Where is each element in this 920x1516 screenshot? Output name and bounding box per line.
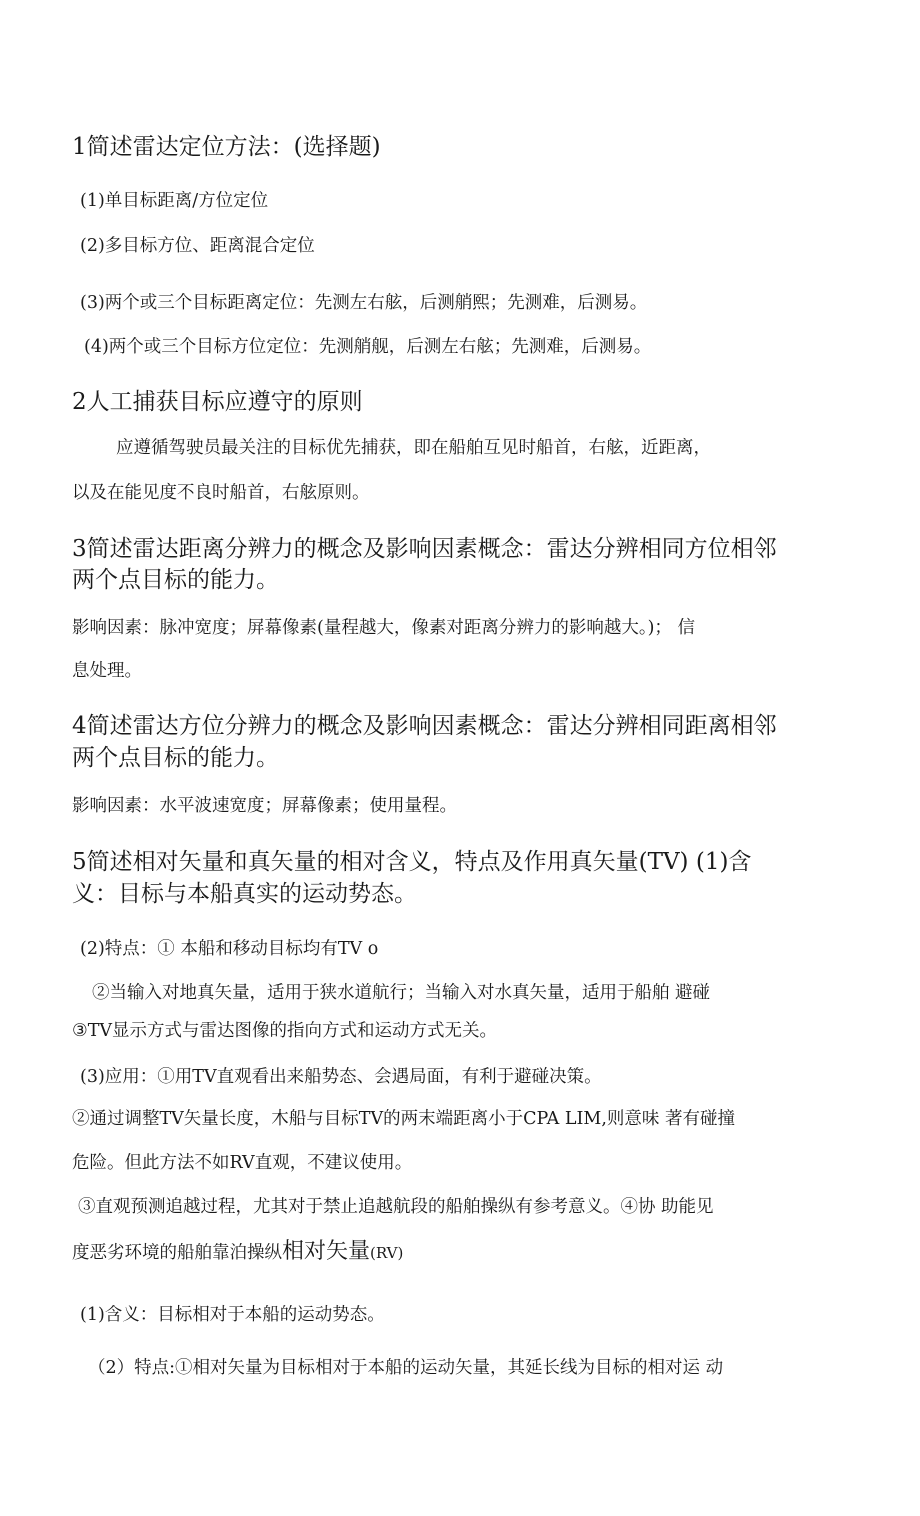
section-3-body-line-1: 影响因素：脉冲宽度；屏幕像素(量程越大，像素对距离分辨力的影响越大。)； 信 bbox=[72, 618, 695, 638]
section-5-body-line-5: ②通过调整TV矢量长度，木船与目标TV的两末端距离小于CPA LIM,则意味 著有碰撞 bbox=[72, 1109, 735, 1129]
section-3-body-line-2: 息处理。 bbox=[72, 661, 142, 681]
section-4-heading-line-1: 4简述雷达方位分辨力的概念及影响因素概念：雷达分辨相同距离相邻 bbox=[72, 713, 777, 739]
section-1-item-3: (3)两个或三个目标距离定位：先测左右舷，后测艄熙；先测难，后测易。 bbox=[80, 293, 648, 313]
section-5-body-line-2: ②当输入对地真矢量，适用于狭水道航行；当输入对水真矢量，适用于船舶 避碰 bbox=[92, 983, 711, 1003]
section-5-body-line-3: ③TV显示方式与雷达图像的指向方式和运动方式无关。 bbox=[72, 1021, 497, 1041]
section-1-item-1: (1)单目标距离/方位定位 bbox=[80, 191, 269, 211]
section-4-heading-line-2: 两个点目标的能力。 bbox=[72, 745, 279, 771]
section-1-item-2: (2)多目标方位、距离混合定位 bbox=[80, 236, 315, 256]
section-5-body-line-1: (2)特点：① 本船和移动目标均有TV o bbox=[80, 939, 379, 959]
section-5-tail-line-1: (1)含义：目标相对于本船的运动势态。 bbox=[80, 1305, 385, 1325]
section-5-heading-line-1: 5简述相对矢量和真矢量的相对含义，特点及作用真矢量(TV) (1)含 bbox=[72, 849, 752, 875]
relative-vector-heading: 相对矢量 bbox=[282, 1239, 371, 1264]
section-4-body-line-1: 影响因素：水平波速宽度；屏幕像素；使用量程。 bbox=[72, 796, 457, 816]
section-5-body-line-4: (3)应用：①用TV直观看出来船势态、会遇局面，有利于避碰决策。 bbox=[80, 1067, 602, 1087]
section-5-body-line-7: ③直观预测追越过程，尤其对于禁止追越航段的船舶操纵有参考意义。④协 助能见 bbox=[78, 1197, 714, 1217]
section-5-body-line-6: 危险。但此方法不如RV直观，不建议使用。 bbox=[72, 1153, 413, 1173]
section-5-body-line-8-text: 度恶劣环境的船舶靠泊操纵 bbox=[72, 1243, 282, 1263]
section-5-heading-line-2: 义：目标与本船真实的运动势态。 bbox=[72, 881, 417, 907]
section-2-body-line-2: 以及在能见度不良时船首，右舷原则。 bbox=[72, 483, 370, 503]
section-3-heading-line-2: 两个点目标的能力。 bbox=[72, 567, 279, 593]
section-2-heading: 2人工捕获目标应遵守的原则 bbox=[72, 389, 363, 415]
section-5-body-line-8 bbox=[72, 1238, 403, 1267]
section-2-body-line-1: 应遵循驾驶员最关注的目标优先捕获，即在船舶互见时船首，右舷，近距离， bbox=[116, 438, 711, 458]
section-1-item-4: (4)两个或三个目标方位定位：先测艄舰，后测左右舷；先测难，后测易。 bbox=[84, 337, 652, 357]
section-1-heading: 1简述雷达定位方法：(选择题) bbox=[72, 134, 381, 160]
section-3-heading-line-1: 3简述雷达距离分辨力的概念及影响因素概念：雷达分辨相同方位相邻 bbox=[72, 536, 777, 562]
section-5-tail-line-2: （2）特点:①相对矢量为目标相对于本船的运动矢量，其延长线为目标的相对运 动 bbox=[88, 1358, 724, 1378]
relative-vector-abbr: (RV) bbox=[370, 1244, 404, 1262]
